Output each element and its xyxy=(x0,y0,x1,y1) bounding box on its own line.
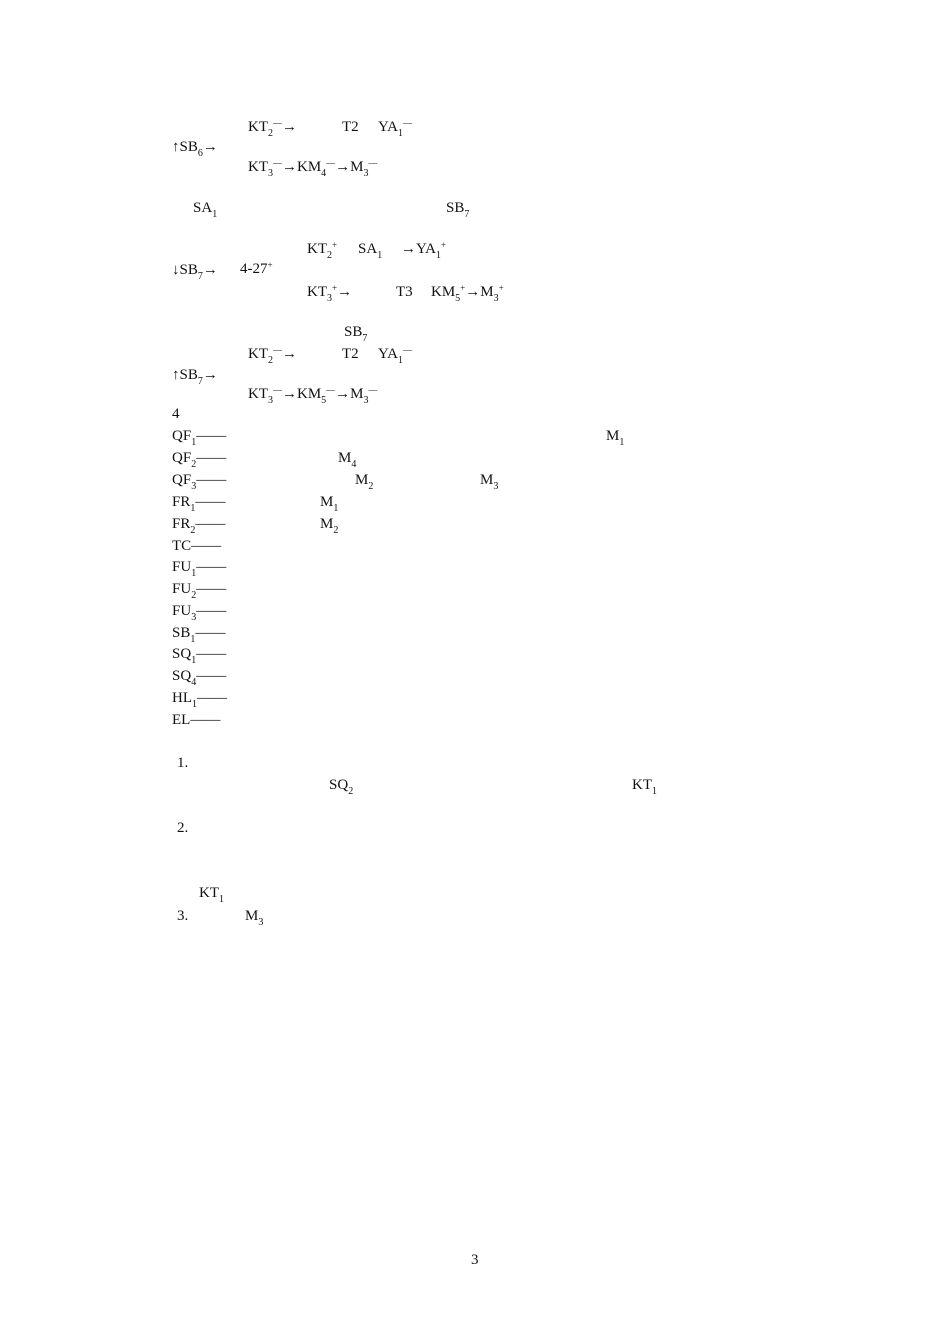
legend-sq4: $SQ_4——$ xyxy=(172,668,227,688)
sb6-press-arrow: $↑SB_6\to$ xyxy=(172,139,218,159)
item3-kt1: $KT_1$ xyxy=(199,885,224,905)
legend-fr2: $FR_2——$ xyxy=(172,516,226,536)
fr2-m2: $M_2$ xyxy=(320,516,339,536)
sb7-release-arrow: $↓SB_7\to$ xyxy=(172,262,218,282)
kt3-chain-2: $KT_3^—\to KM_5^—\to M_3^—$ xyxy=(248,385,378,406)
item-number-1: 1. xyxy=(177,755,189,771)
km5-m3-on-line: $KM_5^+\to M_3^+$ xyxy=(431,283,504,304)
legend-sq1: $SQ_1——$ xyxy=(172,646,227,666)
legend-qf3: $QF_3——$ xyxy=(172,472,227,492)
sa1-label: $SA_1$ xyxy=(193,200,218,220)
legend-fu1: $FU_1——$ xyxy=(172,559,227,579)
item-number-2: 2. xyxy=(177,820,189,836)
legend-el: EL—— xyxy=(172,712,221,728)
section-number-4: 4 xyxy=(172,406,180,422)
item3-m3: $M_3$ xyxy=(245,908,264,928)
page-number: 3 xyxy=(471,1252,479,1268)
qf1-m1: $M_1$ xyxy=(606,428,625,448)
item1-kt1: $KT_1$ xyxy=(632,777,657,797)
ya1-on-line: $\to YA_1^+$ xyxy=(401,240,447,261)
kt2-on-line: $KT_2^+$ xyxy=(307,240,338,261)
qf3-m2: $M_2$ xyxy=(355,472,374,492)
legend-qf1: $QF_1——$ xyxy=(172,428,227,448)
kt2-off-line-2: $KT_2^—\to$ xyxy=(248,345,297,366)
legend-fr1: $FR_1——$ xyxy=(172,494,226,514)
t2-label-1: T2 xyxy=(342,119,359,135)
kt2-off-line-1: $KT_2^—\to$ xyxy=(248,118,297,139)
legend-qf2: $QF_2——$ xyxy=(172,450,227,470)
qf2-m4: $M_4$ xyxy=(338,450,357,470)
legend-sb1: $SB_1——$ xyxy=(172,625,226,645)
fr1-m1: $M_1$ xyxy=(320,494,339,514)
figure-ref: 4-27+ xyxy=(240,260,273,277)
sb7-label-2: $SB_7$ xyxy=(344,324,368,344)
kt3-chain-1: $KT_3^—\to KM_4^—\to M_3^—$ xyxy=(248,158,378,179)
sb7-label-1: $SB_7$ xyxy=(446,200,470,220)
ya1-off-line-2: $YA_1^—$ xyxy=(378,345,413,366)
qf3-m3: $M_3$ xyxy=(480,472,499,492)
ya1-off-line-1: $YA_1^—$ xyxy=(378,118,413,139)
kt3-on-line: $KT_3^+\to$ xyxy=(307,283,353,304)
t3-label: T3 xyxy=(396,284,413,300)
t2-label-2: T2 xyxy=(342,346,359,362)
item-number-3: 3. xyxy=(177,908,189,924)
legend-fu2: $FU_2——$ xyxy=(172,581,227,601)
sb7-press-arrow: $↑SB_7\to$ xyxy=(172,367,218,387)
item1-sq2: $SQ_2$ xyxy=(329,777,354,797)
sa1-ya1-on-line: $SA_1$ xyxy=(358,241,383,261)
legend-tc: TC—— xyxy=(172,538,222,554)
legend-fu3: $FU_3——$ xyxy=(172,603,227,623)
legend-hl1: $HL_1——$ xyxy=(172,690,227,710)
